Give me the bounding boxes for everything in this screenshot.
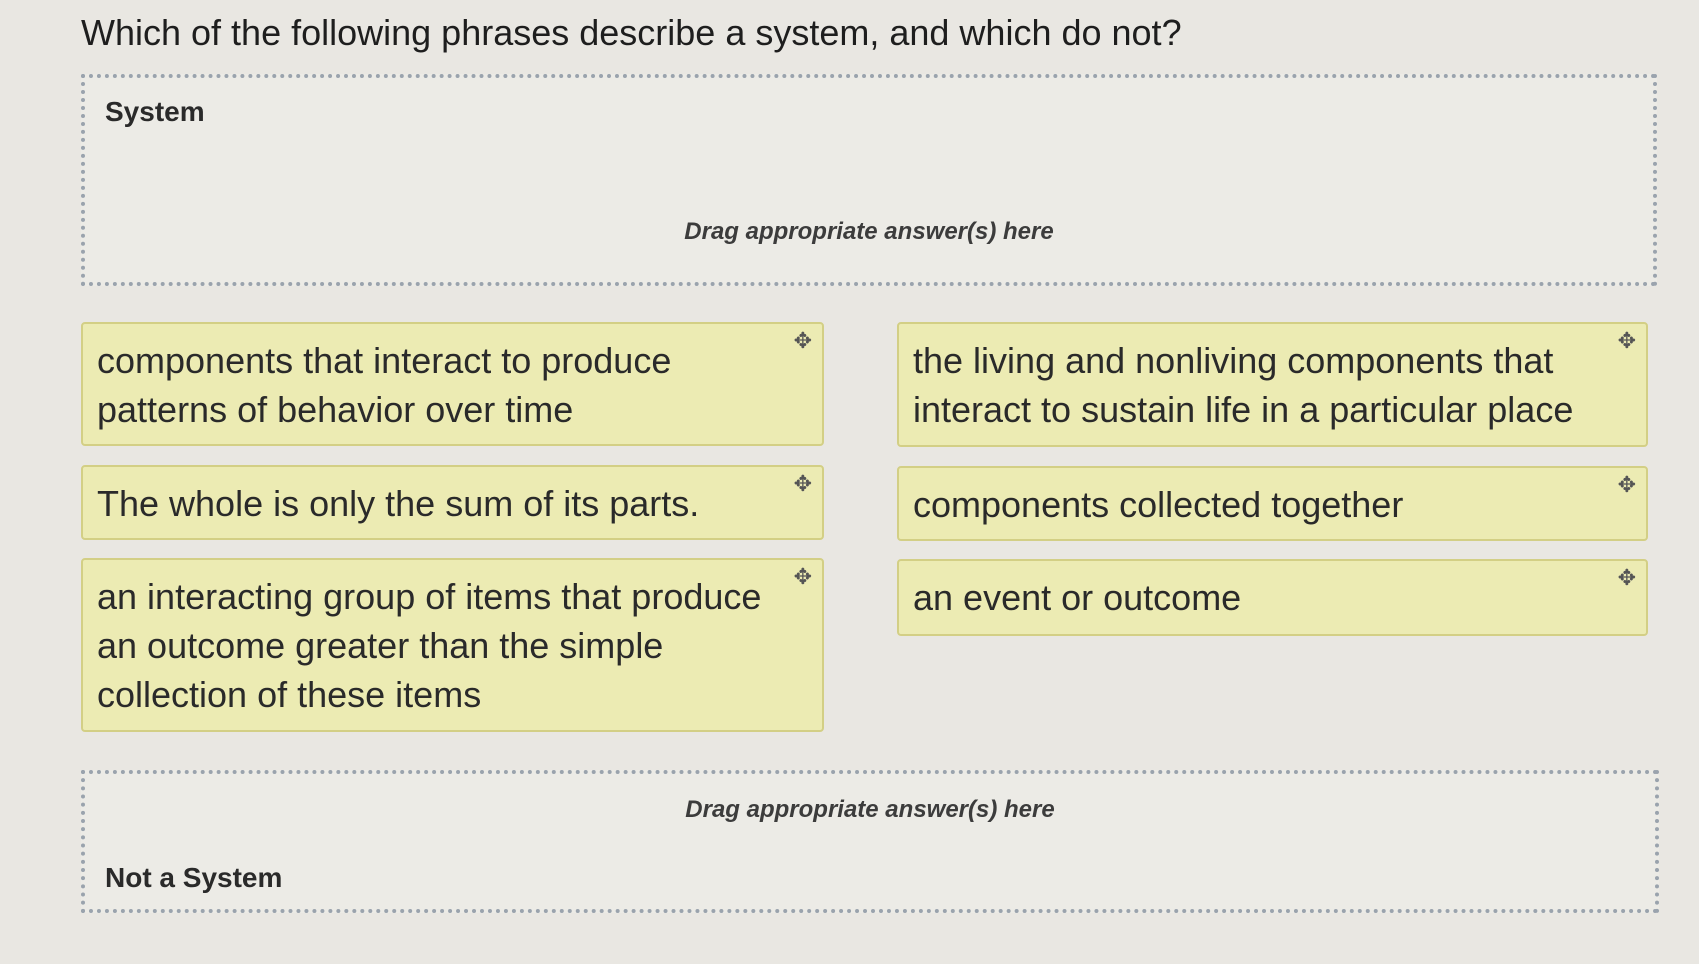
answer-card[interactable] [897, 322, 1648, 447]
move-icon[interactable]: ✥ [793, 471, 812, 496]
answer-card[interactable] [897, 466, 1648, 541]
not-a-system-drop-zone[interactable] [81, 770, 1659, 913]
answer-card[interactable] [897, 559, 1648, 636]
answer-card-text: an interacting group of items that produce an outcome greater than the simple collection of these items [97, 576, 762, 715]
system-zone-label: System [105, 96, 205, 127]
not-a-system-zone-label: Not a System [105, 862, 283, 893]
answer-card[interactable] [81, 558, 824, 732]
answer-card-text: The whole is only the sum of its parts. [97, 483, 700, 524]
move-icon[interactable]: ✥ [793, 564, 812, 589]
move-icon[interactable]: ✥ [793, 328, 812, 353]
answer-card[interactable] [81, 322, 824, 446]
system-zone-hint: Drag appropriate answer(s) here [684, 218, 1054, 245]
not-a-system-zone-hint: Drag appropriate answer(s) here [685, 796, 1055, 823]
answer-card-text: components collected together [913, 484, 1404, 525]
system-drop-zone[interactable] [81, 74, 1657, 286]
move-icon[interactable]: ✥ [1617, 472, 1636, 497]
move-icon[interactable]: ✥ [1617, 565, 1636, 590]
answer-card-text: an event or outcome [913, 577, 1242, 618]
answer-card[interactable] [81, 465, 824, 540]
move-icon[interactable]: ✥ [1617, 328, 1636, 353]
answer-card-text: the living and nonliving components that interact to sustain life in a particular place [913, 340, 1574, 430]
question-text: Which of the following phrases describe a system, and which do not? [81, 12, 1182, 53]
answer-card-text: components that interact to produce patterns of behavior over time [97, 340, 672, 430]
